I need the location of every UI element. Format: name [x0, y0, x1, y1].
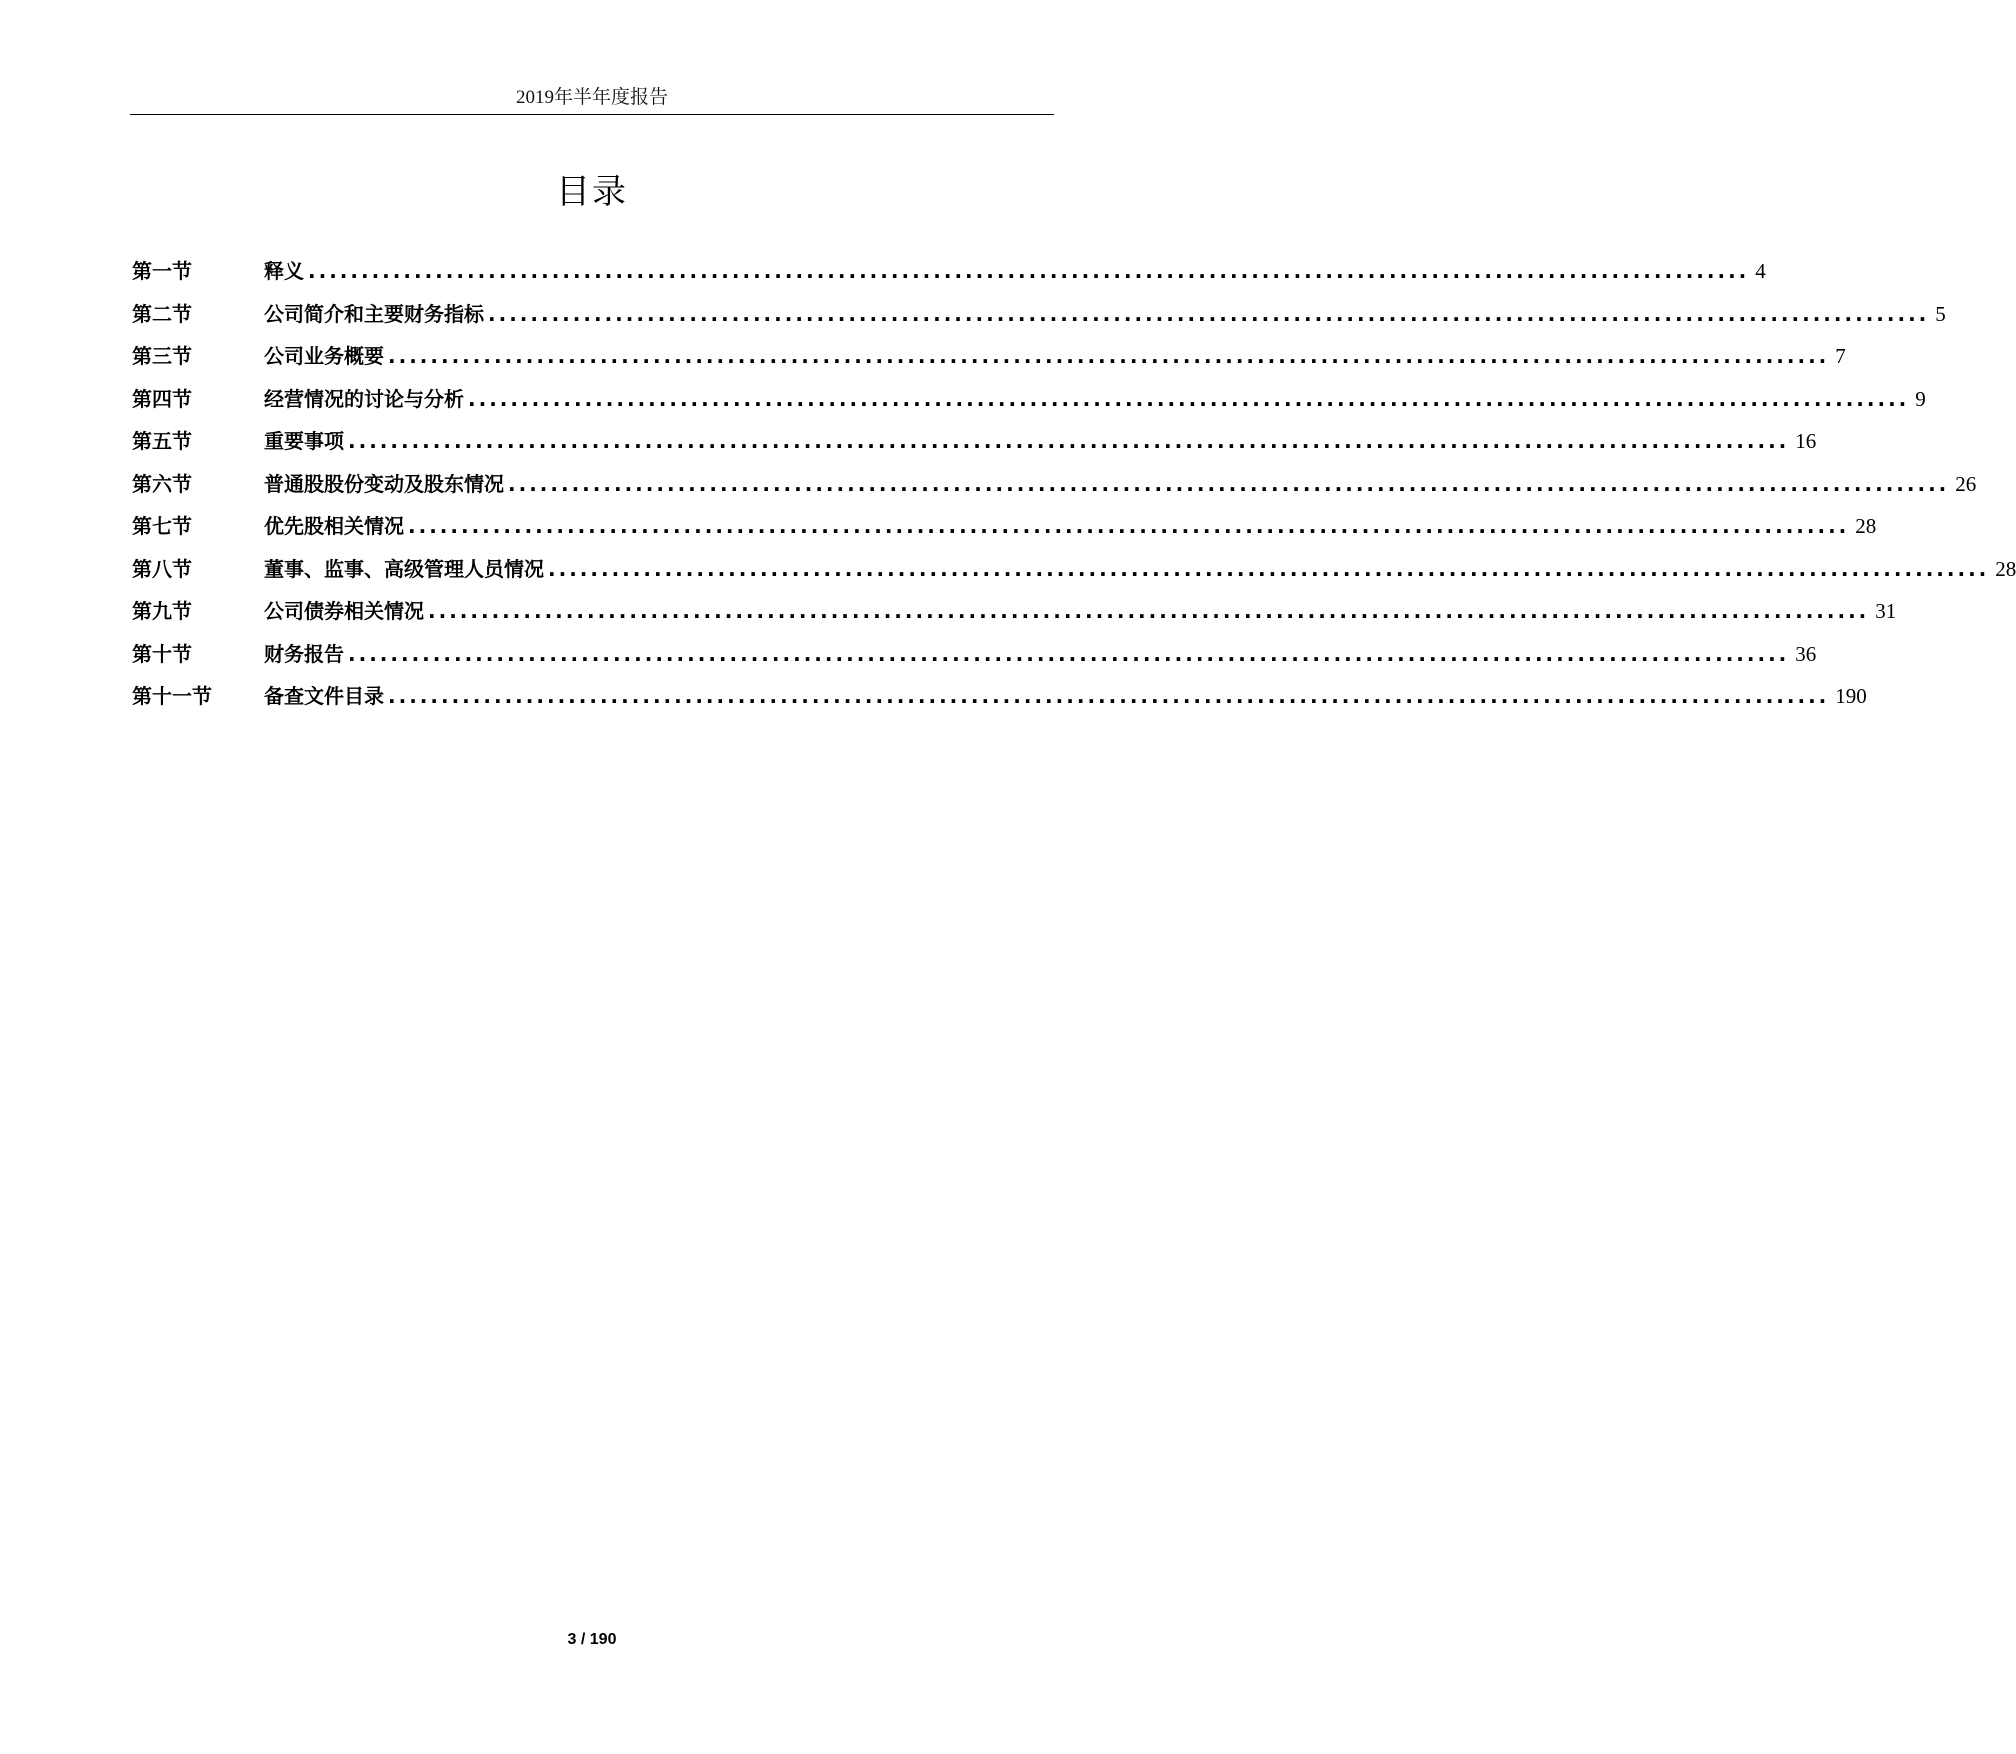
- toc-section-title: 公司简介和主要财务指标: [264, 301, 484, 326]
- toc-page-number: 26: [1955, 471, 1977, 496]
- toc-section-title: 公司业务概要: [264, 344, 384, 368]
- toc-section-title: 经营情况的讨论与分析: [264, 386, 464, 411]
- toc-entry[interactable]: [132, 595, 1897, 638]
- toc-entry[interactable]: [132, 680, 1867, 723]
- header-divider: [130, 114, 1054, 115]
- toc-dot-leader: ........................................................................................................................................: [548, 556, 1990, 581]
- toc-section-title: 重要事项: [264, 429, 344, 453]
- toc-entry[interactable]: [132, 553, 2016, 596]
- toc-page-number: 36: [1795, 641, 1817, 666]
- toc-dot-leader: ........................................................................................................................................: [388, 684, 1830, 708]
- toc-page-number: 28: [1855, 514, 1877, 538]
- toc-section-number: 第六节: [132, 471, 192, 496]
- page-title: 目录: [556, 172, 628, 212]
- toc-entry[interactable]: [132, 298, 1946, 341]
- page-number-footer: 3 / 190: [567, 1631, 617, 1648]
- toc-dot-leader: ........................................................................................................................................: [348, 429, 1790, 453]
- toc-page-number: 16: [1795, 429, 1817, 453]
- toc-dot-leader: ........................................................................................................................................: [308, 259, 1750, 283]
- toc-section-title: 财务报告: [264, 641, 344, 666]
- table-of-contents: [132, 255, 2016, 723]
- toc-section-number: 第七节: [132, 514, 192, 538]
- toc-section-title: 公司债券相关情况: [264, 599, 424, 623]
- toc-section-number: 第三节: [132, 344, 192, 368]
- toc-page-number: 9: [1915, 386, 1926, 411]
- toc-section-title: 董事、监事、高级管理人员情况: [264, 556, 544, 581]
- toc-page-number: 7: [1835, 344, 1846, 368]
- toc-page-number: 4: [1755, 259, 1766, 283]
- toc-dot-leader: ........................................................................................................................................: [408, 514, 1850, 538]
- toc-dot-leader: ........................................................................................................................................: [508, 471, 1950, 496]
- toc-section-title: 优先股相关情况: [264, 514, 404, 538]
- toc-section-number: 第十一节: [132, 684, 212, 708]
- toc-entry[interactable]: [132, 638, 1817, 681]
- page-header: 2019年半年度报告: [515, 87, 668, 108]
- toc-section-number: 第四节: [132, 386, 192, 411]
- toc-entry[interactable]: [132, 510, 1877, 553]
- toc-entry[interactable]: [132, 425, 1817, 468]
- toc-dot-leader: ........................................................................................................................................: [428, 599, 1870, 623]
- toc-page-number: 28: [1995, 556, 2016, 581]
- toc-entry[interactable]: [132, 340, 1846, 383]
- toc-section-title: 备查文件目录: [264, 684, 384, 708]
- toc-dot-leader: ........................................................................................................................................: [488, 301, 1930, 326]
- toc-entry[interactable]: [132, 255, 1766, 298]
- toc-section-number: 第二节: [132, 301, 192, 326]
- toc-section-number: 第一节: [132, 259, 192, 283]
- toc-section-number: 第八节: [132, 556, 192, 581]
- toc-dot-leader: ........................................................................................................................................: [468, 386, 1910, 411]
- toc-section-number: 第九节: [132, 599, 192, 623]
- toc-section-number: 第五节: [132, 429, 192, 453]
- toc-dot-leader: ........................................................................................................................................: [388, 344, 1830, 368]
- toc-dot-leader: ........................................................................................................................................: [348, 641, 1790, 666]
- toc-page-number: 190: [1835, 684, 1867, 708]
- toc-section-title: 释义: [264, 259, 304, 283]
- toc-entry[interactable]: [132, 468, 1977, 511]
- toc-section-number: 第十节: [132, 641, 192, 666]
- toc-page-number: 31: [1875, 599, 1897, 623]
- toc-entry[interactable]: [132, 383, 1926, 426]
- toc-section-title: 普通股股份变动及股东情况: [264, 471, 504, 496]
- toc-page-number: 5: [1935, 301, 1946, 326]
